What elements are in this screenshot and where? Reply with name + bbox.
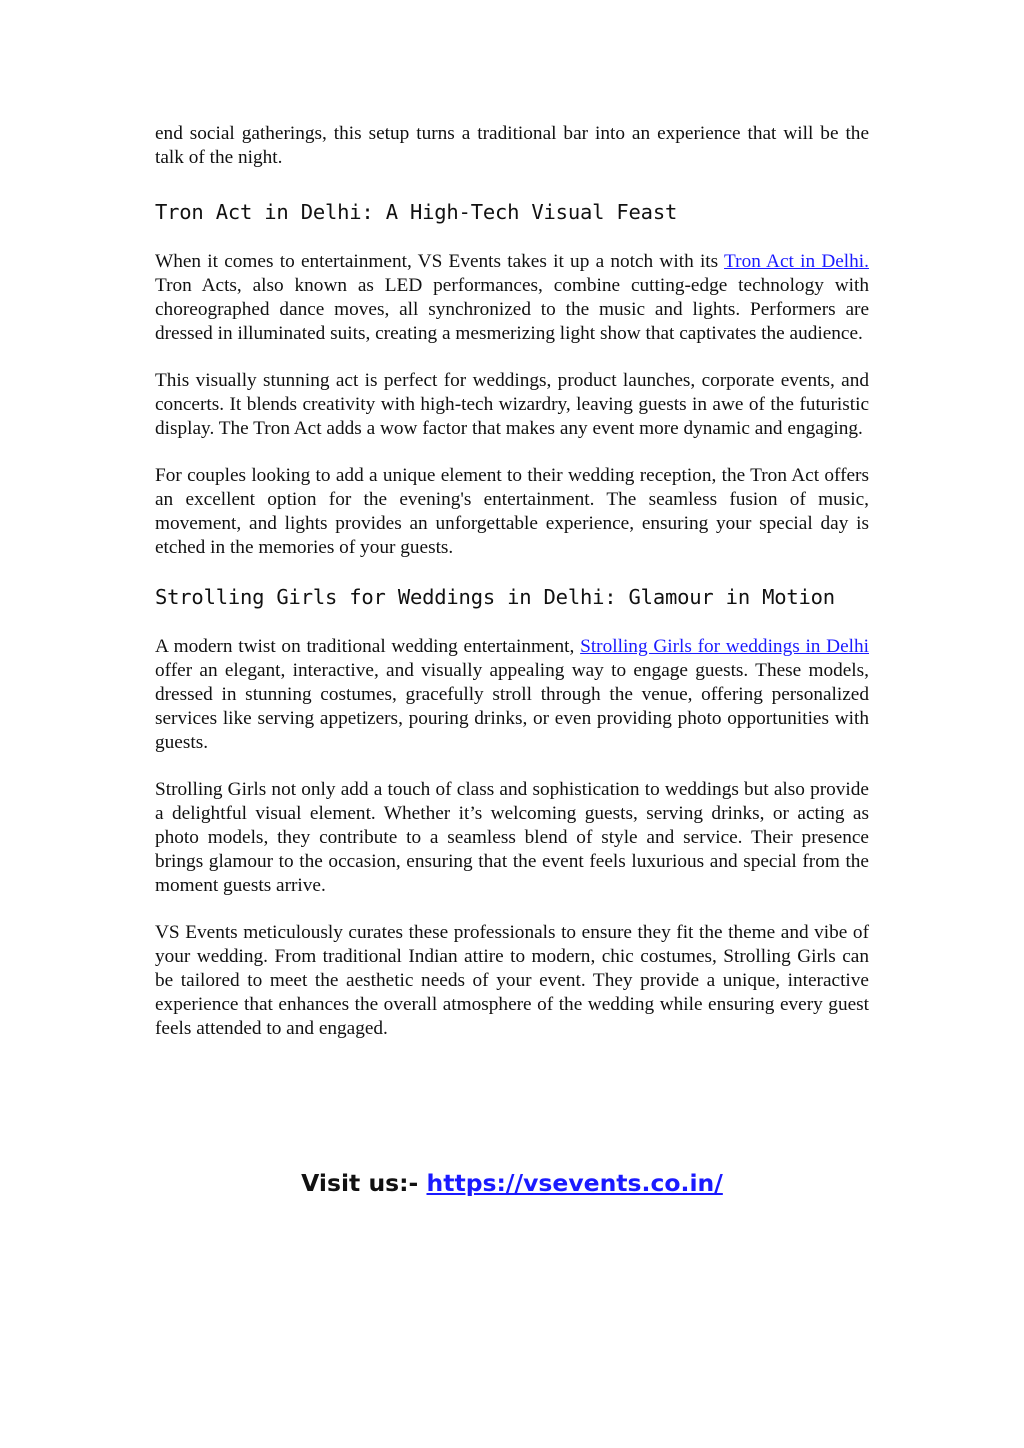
strolling-girls-paragraph-1 bbox=[155, 635, 869, 755]
tron-act-paragraph-2: This visually stunning act is perfect for weddings, product launches, corporate events, and concerts. It blends creativity with high-tech wizardry, leaving guests in awe of the futuristic display. The Tron Act adds a wow factor that makes any event more dynamic and engaging. bbox=[155, 370, 869, 439]
section-heading-strolling-girls: Strolling Girls for Weddings in Delhi: Glamour in Motion bbox=[155, 585, 835, 609]
strolling-girls-link[interactable]: Strolling Girls for weddings in Delhi bbox=[580, 636, 869, 657]
strolling-girls-paragraph-3: VS Events meticulously curates these professionals to ensure they fit the theme and vibe of your wedding. From traditional Indian attire to modern, chic costumes, Strolling Girls can be tailored to meet the aesthetic needs of your event. They provide a unique, interactive experience that enhances the overall atmosphere of the wedding while ensuring every guest feels attended to and engaged. bbox=[155, 922, 869, 1039]
website-link[interactable]: https://vsevents.co.in/ bbox=[426, 1169, 723, 1197]
tron-act-link[interactable]: Tron Act in Delhi. bbox=[724, 251, 869, 272]
paragraph-text: offer an elegant, interactive, and visually appealing way to engage guests. These models, dressed in stunning costumes, gracefully stroll through the venue, offering personalized services like serving appetizers, pouring drinks, or even providing photo opportunities with guests. bbox=[155, 660, 869, 753]
section-heading-tron-act: Tron Act in Delhi: A High-Tech Visual Feast bbox=[155, 200, 678, 224]
tron-act-paragraph-3: For couples looking to add a unique element to their wedding reception, the Tron Act offers an excellent option for the evening's entertainment. The seamless fusion of music, movement, and lights provides an unforgettable experience, ensuring your special day is etched in the memories of your guests. bbox=[155, 465, 869, 558]
intro-paragraph: end social gatherings, this setup turns a traditional bar into an experience that will be the talk of the night. bbox=[155, 123, 869, 168]
paragraph-text: When it comes to entertainment, VS Events takes it up a notch with its bbox=[155, 251, 725, 272]
paragraph-text: A modern twist on traditional wedding entertainment, bbox=[155, 636, 581, 657]
tron-act-paragraph-1 bbox=[155, 250, 869, 346]
paragraph-text: Tron Acts, also known as LED performances, combine cutting-edge technology with choreographed dance moves, all synchronized to the music and lights. Performers are dressed in illuminated suits, creating a mesmerizing light show that captivates the audience. bbox=[155, 275, 869, 344]
strolling-girls-paragraph-2: Strolling Girls not only add a touch of class and sophistication to weddings but also provide a delightful visual element. Whether it’s welcoming guests, serving drinks, or acting as photo models, they contribute to a seamless blend of style and service. Their presence brings glamour to the occasion, ensuring that the event feels luxurious and special from the moment guests arrive. bbox=[155, 779, 869, 896]
visit-us-footer bbox=[0, 1167, 1024, 1199]
document-page bbox=[155, 122, 869, 1064]
visit-us-label: Visit us:- bbox=[301, 1169, 427, 1197]
